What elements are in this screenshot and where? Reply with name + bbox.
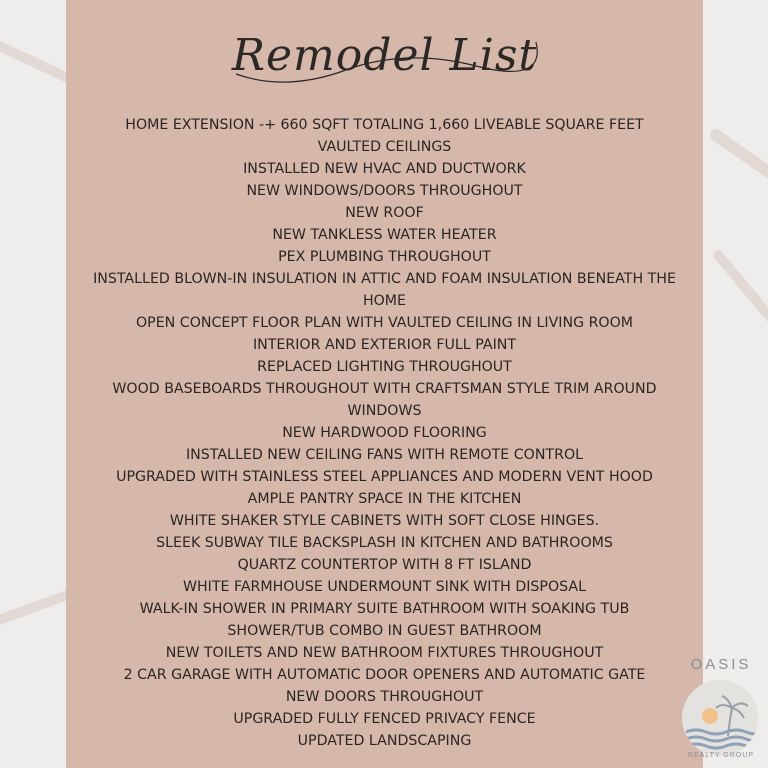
list-item: WHITE FARMHOUSE UNDERMOUNT SINK WITH DISPOSAL: [182, 579, 587, 595]
list-item: UPDATED LANDSCAPING: [297, 733, 472, 749]
list-item: INTERIOR AND EXTERIOR FULL PAINT: [252, 337, 517, 353]
list-item: NEW HARDWOOD FLOORING: [282, 425, 487, 441]
list-item: HOME EXTENSION -+ 660 SQFT TOTALING 1,660 LIVEABLE SQUARE FEET: [125, 117, 644, 133]
list-item: SLEEK SUBWAY TILE BACKSPLASH IN KITCHEN AND BATHROOMS: [156, 535, 613, 551]
list-item: INSTALLED NEW CEILING FANS WITH REMOTE CONTROL: [185, 447, 584, 463]
list-item: WOOD BASEBOARDS THROUGHOUT WITH CRAFTSMAN STYLE TRIM AROUND WINDOWS: [112, 381, 657, 419]
list-item: UPGRADED FULLY FENCED PRIVACY FENCE: [233, 711, 536, 727]
list-item: PEX PLUMBING THROUGHOUT: [278, 249, 491, 265]
background-streak: [707, 127, 768, 206]
background-streak: [711, 248, 768, 362]
list-item: VAULTED CEILINGS: [317, 139, 452, 155]
page-title: Remodel List: [231, 30, 538, 81]
remodel-card: [66, 0, 703, 768]
list-item: QUARTZ COUNTERTOP WITH 8 FT ISLAND: [237, 557, 532, 573]
list-item: NEW DOORS THROUGHOUT: [285, 689, 484, 705]
list-item: WHITE SHAKER STYLE CABINETS WITH SOFT CLOSE HINGES.: [169, 513, 600, 529]
list-item: SHOWER/TUB COMBO IN GUEST BATHROOM: [227, 623, 542, 639]
logo-brand: OASIS: [690, 656, 752, 673]
list-item: INSTALLED BLOWN-IN INSULATION IN ATTIC AND FOAM INSULATION BENEATH THE HOME: [93, 271, 676, 309]
list-item: NEW TANKLESS WATER HEATER: [272, 227, 497, 243]
list-item: OPEN CONCEPT FLOOR PLAN WITH VAULTED CEILING IN LIVING ROOM: [135, 315, 634, 331]
oasis-logo: [678, 656, 764, 766]
list-item: REPLACED LIGHTING THROUGHOUT: [257, 359, 512, 375]
list-item: 2 CAR GARAGE WITH AUTOMATIC DOOR OPENERS AND AUTOMATIC GATE: [123, 667, 646, 683]
list-item: UPGRADED WITH STAINLESS STEEL APPLIANCES AND MODERN VENT HOOD: [116, 469, 653, 485]
list-item: NEW TOILETS AND NEW BATHROOM FIXTURES THROUGHOUT: [165, 645, 604, 661]
logo-subtitle: REALTY GROUP: [687, 752, 755, 759]
remodel-list: [66, 114, 703, 752]
list-item: AMPLE PANTRY SPACE IN THE KITCHEN: [247, 491, 522, 507]
palm-tree-sunset-icon: [682, 680, 758, 756]
list-item: NEW WINDOWS/DOORS THROUGHOUT: [246, 183, 523, 199]
list-item: NEW ROOF: [345, 205, 424, 221]
list-item: WALK-IN SHOWER IN PRIMARY SUITE BATHROOM WITH SOAKING TUB: [139, 601, 630, 617]
list-item: INSTALLED NEW HVAC AND DUCTWORK: [243, 161, 526, 177]
